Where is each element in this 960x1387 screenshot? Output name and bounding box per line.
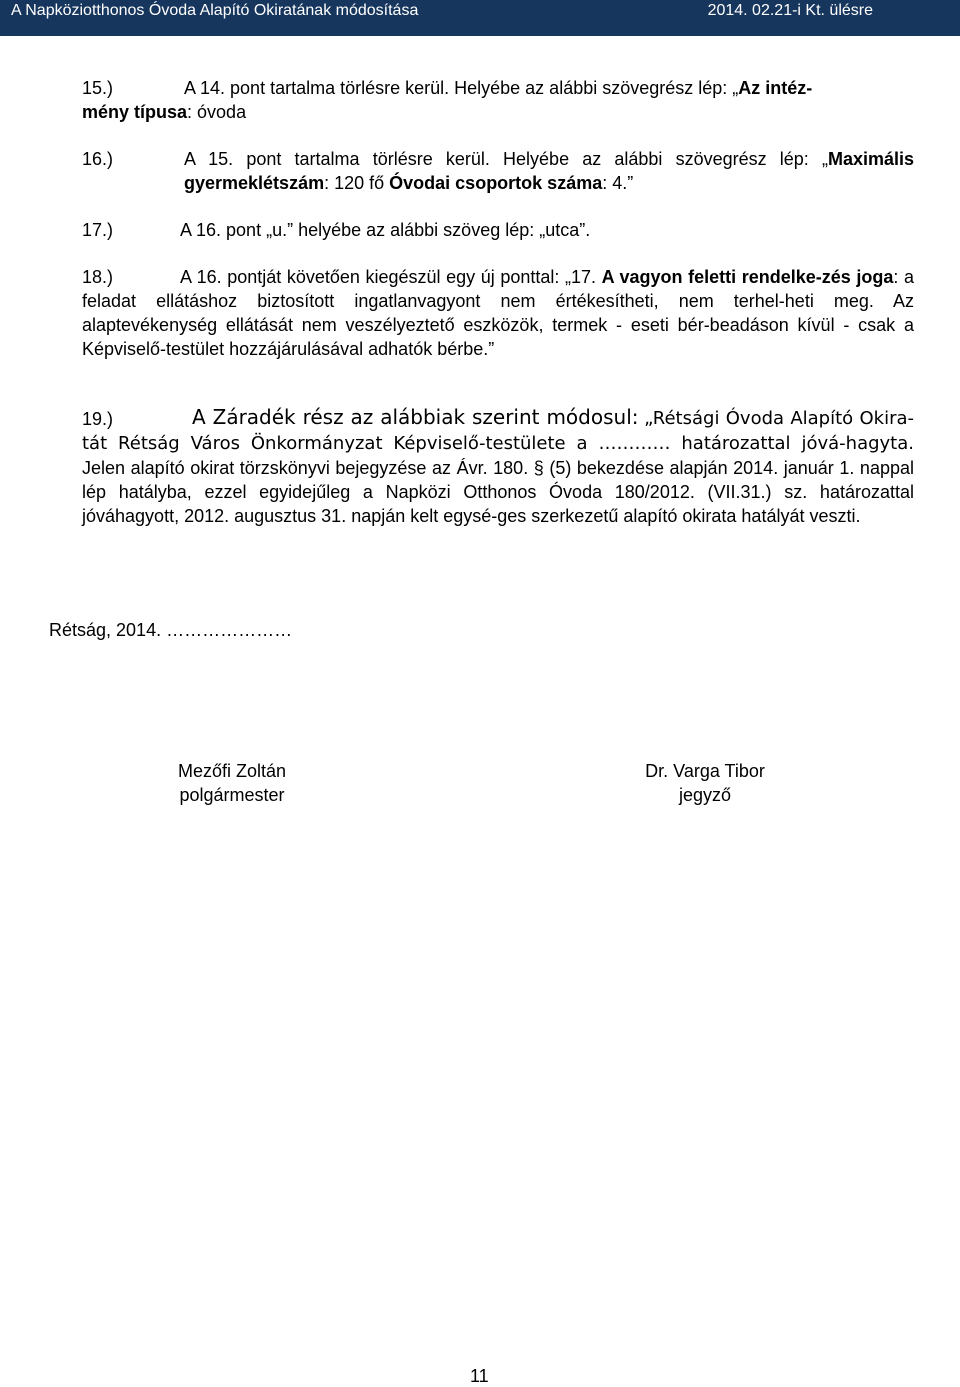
header-title: A Napköziotthonos Óvoda Alapító Okiratának módosítása <box>11 2 419 19</box>
signatory-name: Dr. Varga Tibor <box>645 761 765 781</box>
item-number: 18.) <box>82 267 114 287</box>
place-date-line: Rétság, 2014. ………………… <box>49 620 293 640</box>
signatory-name: Mezőfi Zoltán <box>177 761 287 781</box>
amendment-item-18: 18.) A 16. pontját követően kiegészül egy új ponttal: „17. A vagyon feletti rendelke-zés joga: a feladat ellátáshoz biztosított ingatlanvagyont nem értékesítheti, nem terhel-heti meg. Az alaptevékenység ellátását nem veszélyeztető eszközök, termek - eseti bér-beadáson kívül - csak a Képviselő-testület hozzájárulásával adhatók bérbe.” <box>82 267 914 359</box>
signature-block-mayor <box>160 759 304 807</box>
header-meeting-date: 2014. 02.21-i Kt. ülésre <box>707 2 873 19</box>
page-number: 11 <box>470 1366 489 1386</box>
item-number: 15.) <box>82 78 114 98</box>
amendment-item-16: 16.) A 15. pont tartalma törlésre kerül. Helyébe az alábbi szövegrész lép: „Maximális gyermeklétszám: 120 fő Óvodai csoportok száma: 4.” <box>82 149 914 193</box>
amendment-item-19: 19.) A Záradék rész az alábbiak szerint módosul: „Rétsági Óvoda Alapító Okira-tát Rétság Város Önkormányzat Képviselő-testülete a ………… határozattal jóvá-hagyta. Jelen alapító okirat törzskönyvi bejegyzése az Ávr. 180. § (5) bekezdése alapján 2014. január 1. nappal lép hatályba, ezzel egyidejűleg a Napközi Otthonos Óvoda 180/2012. (VII.31.) sz. határozattal jóváhagyott, 2012. augusztus 31. napján kelt egysé-ges szerkezetű alapító okirata hatályát veszti. <box>82 405 914 526</box>
item-number: 19.) <box>82 409 114 429</box>
signatory-title: jegyző <box>678 785 732 805</box>
amendment-item-15: 15.) A 14. pont tartalma törlésre kerül. Helyébe az alábbi szövegrész lép: „Az intéz- mény típusa: óvoda <box>82 78 813 122</box>
item-number: 17.) <box>82 220 114 240</box>
signature-block-notary <box>620 759 790 807</box>
item-number: 16.) <box>82 149 114 169</box>
running-header <box>0 0 960 36</box>
signatory-title: polgármester <box>179 785 285 805</box>
